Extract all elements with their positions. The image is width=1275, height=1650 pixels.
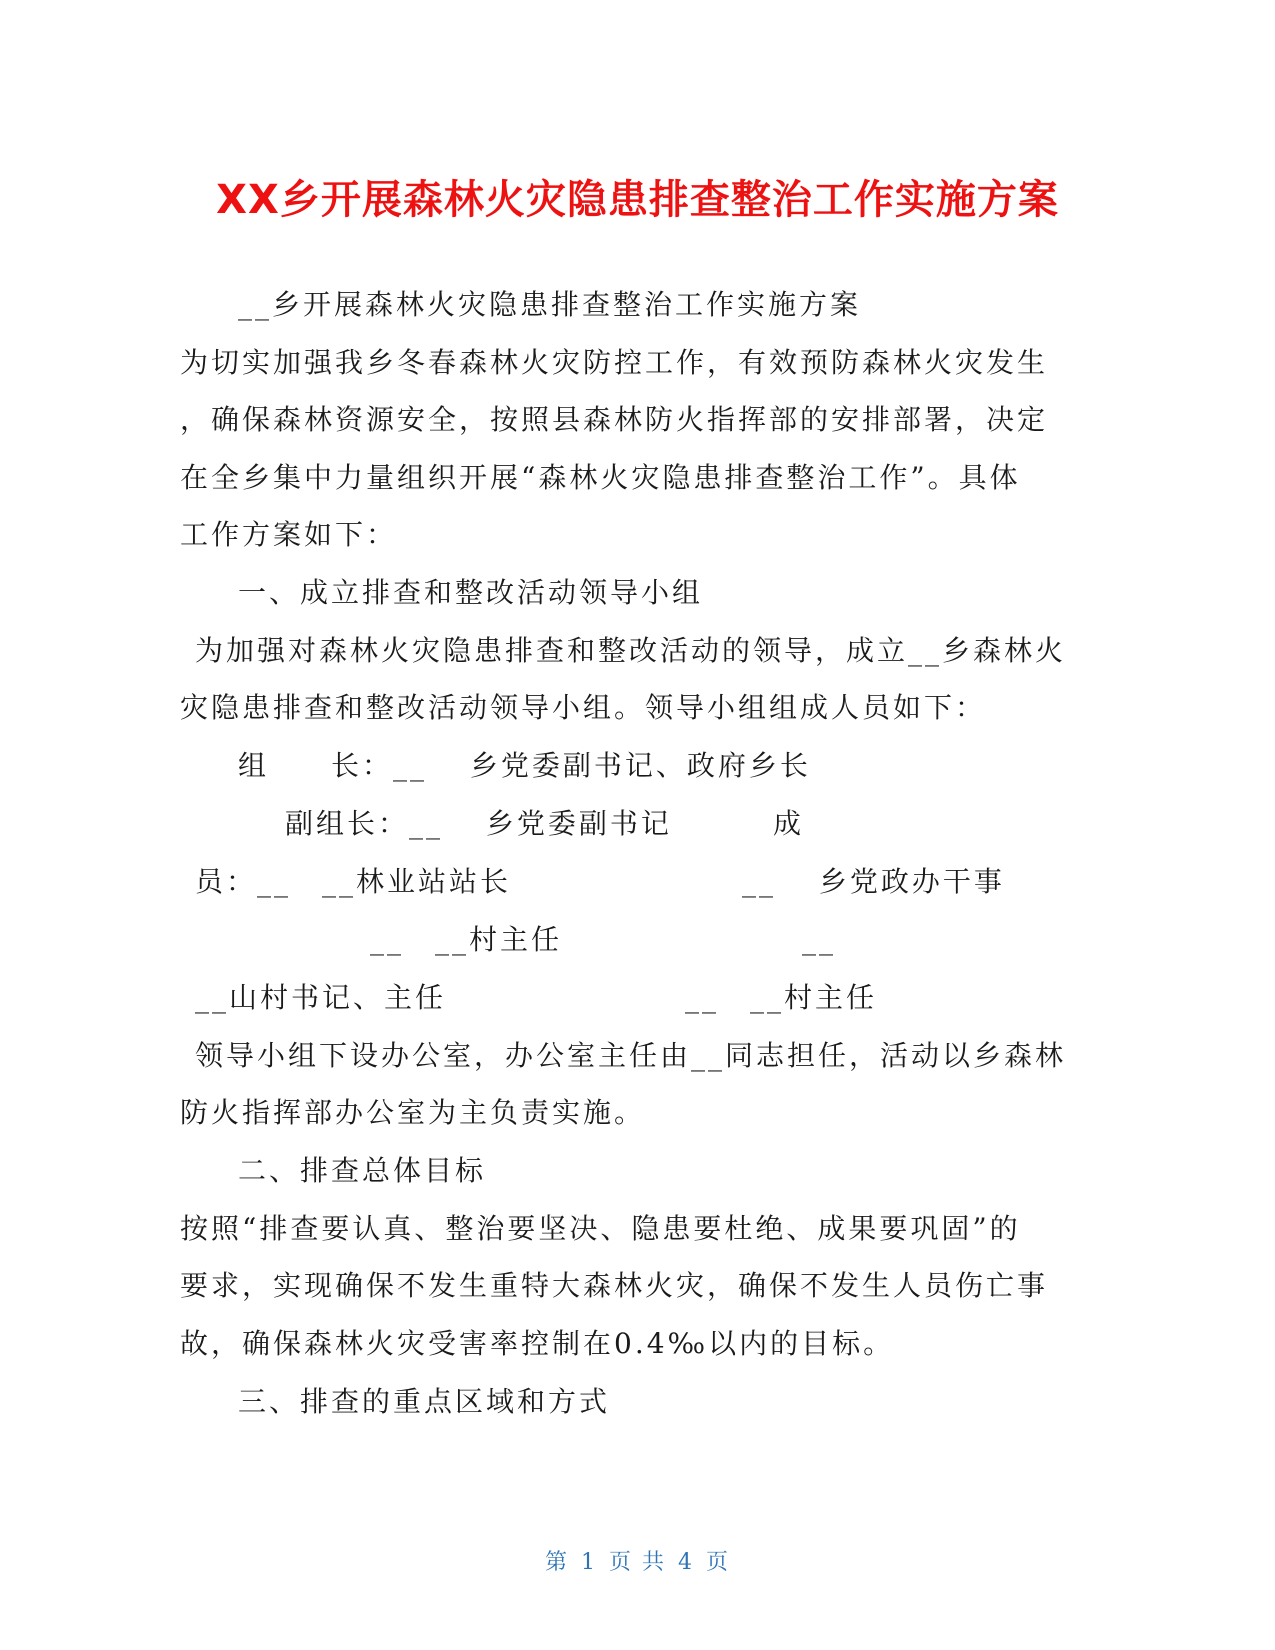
document-title: XX乡开展森林火灾隐患排查整治工作实施方案	[216, 177, 1059, 223]
footer-page-number: 1	[581, 1550, 597, 1575]
subtitle-line: __乡开展森林火灾隐患排查整治工作实施方案	[238, 288, 862, 321]
paragraph-line: 灾隐患排查和整改活动领导小组。领导小组组成人员如下：	[180, 691, 987, 724]
section-heading: 三、排查的重点区域和方式	[238, 1385, 611, 1418]
footer-prefix: 第	[544, 1550, 569, 1575]
member-line: 成	[773, 807, 805, 840]
section-heading: 二、排查总体目标	[238, 1154, 487, 1187]
paragraph-line: 故，确保森林火灾受害率控制在0.4‰以内的目标。	[180, 1327, 895, 1360]
footer-total-pages: 4	[678, 1550, 694, 1575]
member-line: 副组长：__ 乡党委副书记	[285, 807, 672, 840]
member-line: __ 乡党政办干事	[742, 865, 1005, 898]
member-line: __ __村主任	[685, 981, 878, 1014]
member-line: 员：__ __林业站站长	[195, 865, 512, 898]
page-footer	[0, 1545, 1275, 1576]
member-line: __	[802, 923, 836, 956]
paragraph-line: 按照“排查要认真、整治要坚决、隐患要杜绝、成果要巩固”的	[180, 1212, 1021, 1245]
paragraph-line: 要求，实现确保不发生重特大森林火灾，确保不发生人员伤亡事	[180, 1269, 1049, 1302]
member-line: 组 长：__ 乡党委副书记、政府乡长	[238, 749, 811, 782]
paragraph-line: 领导小组下设办公室，办公室主任由__同志担任，活动以乡森林	[195, 1039, 1067, 1072]
footer-suffix: 页	[706, 1550, 731, 1575]
paragraph-line: ，确保森林资源安全，按照县森林防火指挥部的安排部署，决定	[180, 403, 1049, 436]
paragraph-line: 在全乡集中力量组织开展“森林火灾隐患排查整治工作”。具体	[180, 461, 1021, 494]
footer-mid: 页 共	[609, 1550, 666, 1575]
paragraph-line: 为切实加强我乡冬春森林火灾防控工作，有效预防森林火灾发生	[180, 346, 1049, 379]
paragraph-line: 工作方案如下：	[180, 518, 398, 551]
member-line: __ __村主任	[370, 923, 563, 956]
paragraph-line: 防火指挥部办公室为主负责实施。	[180, 1096, 646, 1129]
member-line: __山村书记、主任	[195, 981, 447, 1014]
section-heading: 一、成立排查和整改活动领导小组	[238, 576, 704, 609]
paragraph-line: 为加强对森林火灾隐患排查和整改活动的领导，成立__乡森林火	[195, 634, 1067, 667]
